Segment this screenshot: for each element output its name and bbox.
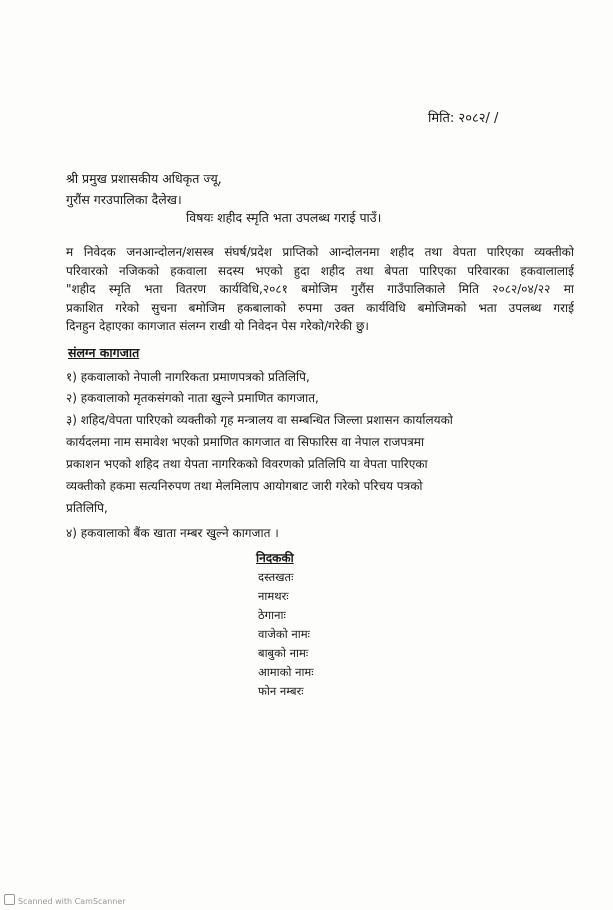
attachment-item: कार्यदलमा नाम समावेश भएको प्रमाणित कागजात वा सिफारिस वा नेपाल राजपत्रमा: [66, 435, 425, 449]
attachment-item: प्रकाशन भएको शहिद तथा येपता नागरिकको विवरणको प्रतिलिपि या वेपता पारिएका: [66, 457, 428, 471]
signature-field: ठेगानाः: [258, 608, 286, 622]
body-paragraph: [66, 243, 574, 336]
signature-field: नामथरः: [258, 589, 289, 603]
scanner-watermark-text: Scanned with CamScanner: [18, 897, 126, 906]
attachment-item: १) हकवालाको नेपाली नागरिकता प्रमाणपत्रको प्रतिलिपि,: [66, 370, 310, 384]
attachment-item: ३) शहिद/वेपता पारिएको व्यक्तीको गृह मन्त्रालय वा सम्बन्धित जिल्ला प्रशासन कार्यालयको: [66, 413, 453, 427]
signature-field: आमाको नामः: [258, 665, 314, 679]
attachment-item: व्यक्तीको हकमा सत्यनिरुपण तथा मेलमिलाप आयोगबाट जारी गरेको परिचय पत्रको: [66, 479, 423, 493]
recipient-line-1: श्री प्रमुख प्रशासकीय अधिकृत ज्यू,: [66, 171, 222, 186]
signature-field: वाजेको नामः: [258, 627, 310, 641]
signature-field: दस्तखतः: [258, 570, 294, 584]
date-line: मिति: २०८२/ /: [428, 111, 499, 126]
attachment-item: प्रतिलिपि,: [66, 501, 108, 515]
attachments-heading: संलग्न कागजात: [68, 345, 140, 360]
attachment-item: २) हकवालाको मृतकसंगको नाता खुल्ने प्रमाणित कागजात,: [66, 391, 319, 405]
signature-field: फोन नम्बरः: [258, 684, 304, 698]
camscanner-icon: [4, 894, 15, 905]
body-line: प्रकाशित गरेको सुचना बमोजिम हकबालाको रुपमा उक्त कार्यविधि बमोजिमको भता उपलब्ध गराई: [66, 300, 574, 315]
attachment-item: ४) हकवालाको बैंक खाता नम्बर खुल्ने कागजात ।: [66, 526, 279, 540]
body-line: म निवेदक जनआन्दोलन/शसस्त्र संघर्ष/प्रदेश प्राप्तिको आन्दोलनमा शहीद तथा वेपता पारिएका व्यक्तीको: [66, 245, 574, 259]
signature-title: निदककी: [256, 551, 294, 565]
body-line: "शहीद स्मृति भता वितरण कार्यविधि,२०८१ बमोजिम गुरौंस गाउँपालिकाले मिति २०८२/०४/२२ मा: [66, 282, 574, 296]
scanner-watermark: [4, 894, 126, 906]
body-line: दिनहुन देहाएका कागजात संलग्न राखी यो निवेदन पेस गरेको/गरेकी छु।: [66, 319, 369, 333]
subject-line: विषयः शहीद स्मृति भता उपलब्ध गराई पाउँ।: [186, 210, 382, 225]
recipient-line-2: गुरौंस गरउपालिका दैलेख।: [66, 192, 182, 207]
signature-field: बाबुको नामः: [258, 646, 309, 660]
body-line: परिवारको नजिकको हकवाला सदस्य भएको हुदा शहीद तथा बेपता पारिएका परिवारका हकवालालाई: [66, 263, 574, 278]
